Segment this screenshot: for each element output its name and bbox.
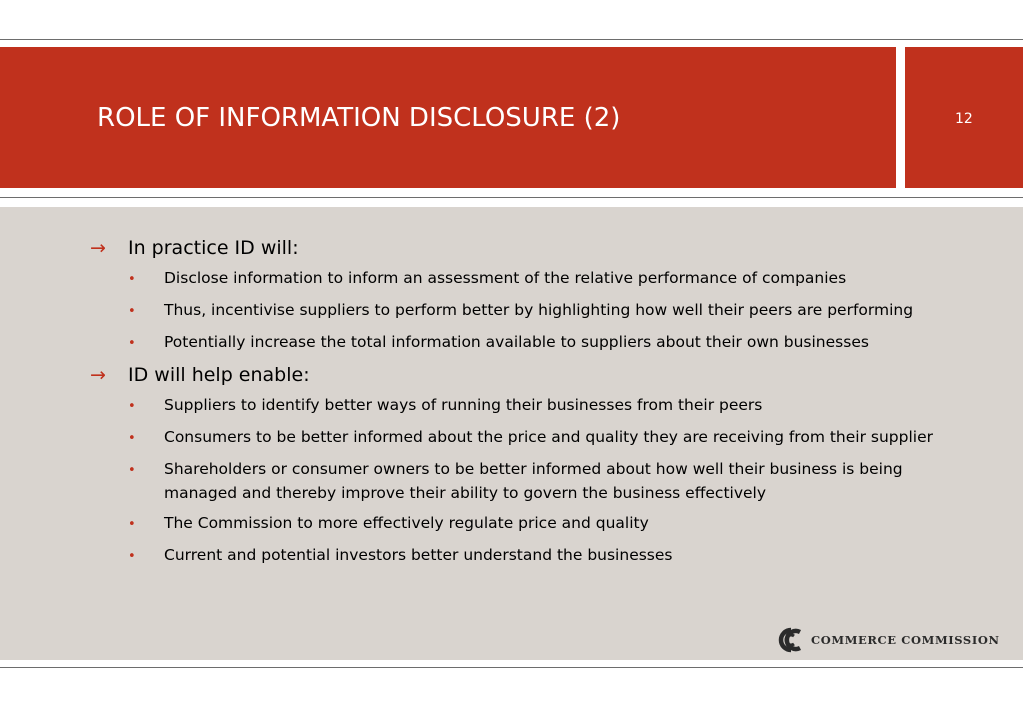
bullet-icon: • bbox=[128, 272, 136, 287]
list-item-text: Consumers to be better informed about the price and quality they are receiving from their supplier bbox=[164, 428, 933, 446]
list-item bbox=[128, 543, 978, 569]
arrow-icon: → bbox=[90, 237, 106, 259]
bullet-icon: • bbox=[128, 304, 136, 319]
list-item bbox=[128, 393, 978, 419]
slide-title: ROLE OF INFORMATION DISCLOSURE (2) bbox=[97, 103, 621, 133]
logo-text: COMMERCE COMMISSION bbox=[811, 633, 1000, 647]
mid-rule bbox=[0, 197, 1023, 198]
list-item-text: Shareholders or consumer owners to be better informed about how well their business is being managed and thereby improve their ability to govern the business effectively bbox=[164, 460, 903, 502]
list-item bbox=[128, 330, 978, 356]
commerce-commission-logo bbox=[774, 626, 1000, 654]
bullet-icon: • bbox=[128, 399, 136, 414]
section-heading-text: In practice ID will: bbox=[128, 237, 299, 259]
list-item-text: Thus, incentivise suppliers to perform better by highlighting how well their peers are performing bbox=[164, 301, 914, 319]
bullet-icon: • bbox=[128, 336, 136, 351]
list-item bbox=[128, 298, 978, 324]
top-rule bbox=[0, 39, 1023, 40]
list-item bbox=[128, 457, 978, 505]
bullet-icon: • bbox=[128, 517, 136, 532]
list-item-text: Suppliers to identify better ways of running their businesses from their peers bbox=[164, 396, 763, 414]
bottom-rule bbox=[0, 667, 1023, 668]
bullet-list bbox=[90, 235, 990, 575]
bullet-icon: • bbox=[128, 431, 136, 446]
bullet-icon: • bbox=[128, 463, 136, 478]
list-item-text: Disclose information to inform an assessment of the relative performance of companies bbox=[164, 269, 847, 287]
list-item-text: The Commission to more effectively regulate price and quality bbox=[164, 514, 649, 532]
list-item-text: Current and potential investors better understand the businesses bbox=[164, 546, 673, 564]
section-heading-text: ID will help enable: bbox=[128, 364, 310, 386]
list-item-text: Potentially increase the total information available to suppliers about their own businesses bbox=[164, 333, 869, 351]
list-item bbox=[128, 425, 978, 451]
commerce-commission-logo-icon bbox=[774, 626, 808, 654]
section-heading bbox=[90, 235, 990, 261]
list-item bbox=[128, 266, 978, 292]
section-heading bbox=[90, 362, 990, 388]
list-item bbox=[128, 511, 978, 537]
arrow-icon: → bbox=[90, 364, 106, 386]
slide-number: 12 bbox=[955, 111, 973, 127]
bullet-icon: • bbox=[128, 549, 136, 564]
